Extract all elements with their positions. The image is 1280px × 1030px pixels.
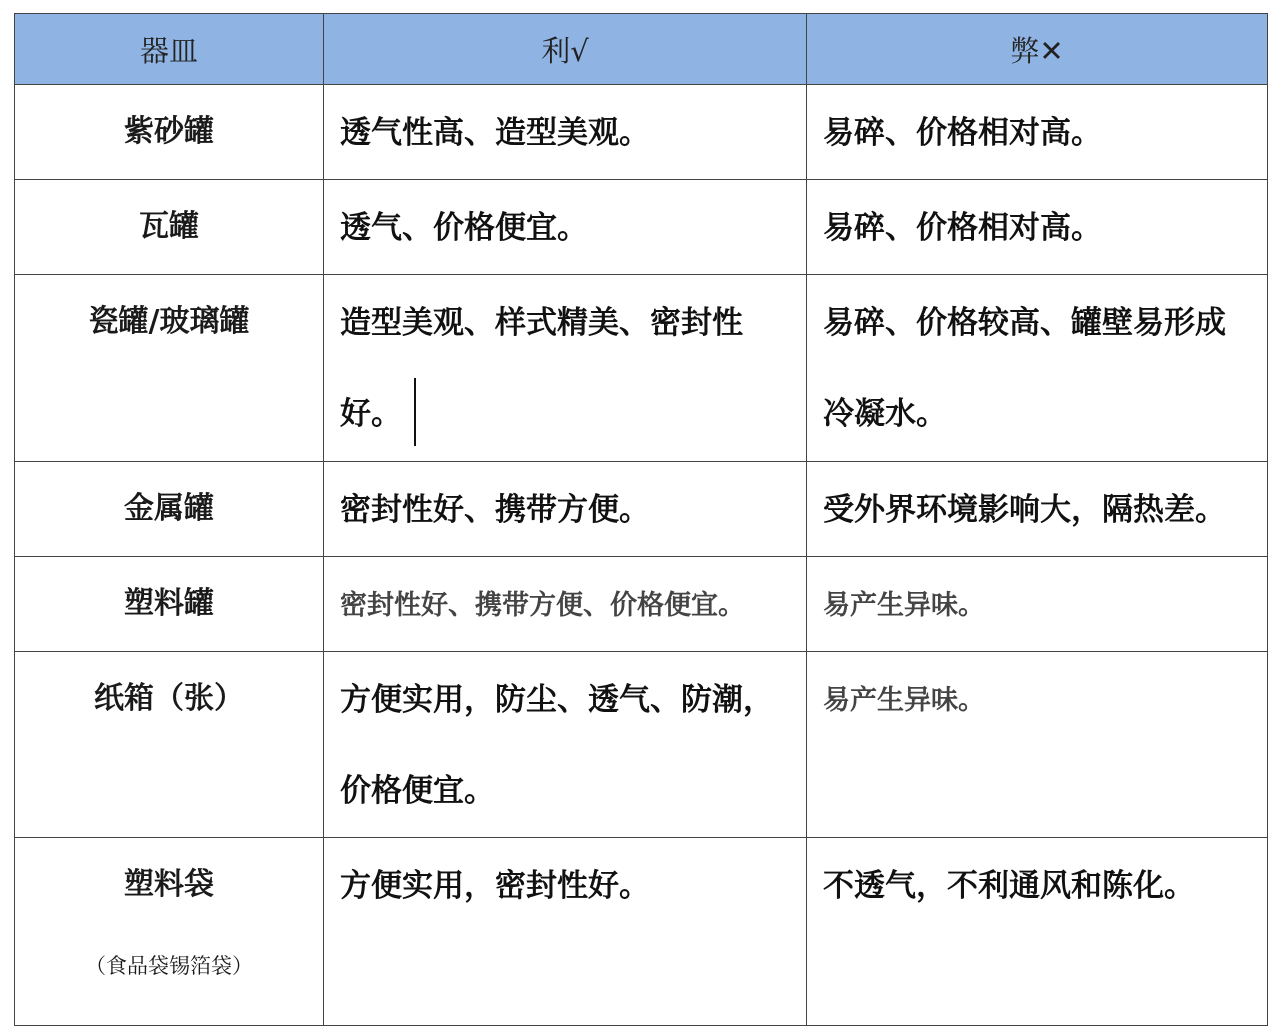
pros-text: 方便实用，密封性好。 bbox=[340, 868, 650, 904]
cons-text: 受外界环境影响大，隔热差。 bbox=[823, 492, 1226, 528]
vessel-cell bbox=[15, 652, 324, 838]
pros-text: 方便实用，防尘、透气、防潮，价格便宜。 bbox=[340, 682, 774, 809]
pros-cell bbox=[324, 838, 807, 1026]
cons-cell bbox=[807, 462, 1268, 557]
table-row bbox=[15, 652, 1268, 838]
table-row bbox=[15, 838, 1268, 1026]
vessel-name: 瓷罐/玻璃罐 bbox=[88, 304, 250, 339]
vessel-note: （食品袋锡箔袋） bbox=[85, 954, 253, 978]
cons-cell bbox=[807, 838, 1268, 1026]
vessel-cell bbox=[15, 180, 324, 275]
vessel-cell bbox=[15, 85, 324, 180]
vessel-name: 纸箱（张） bbox=[94, 681, 244, 716]
pros-cell bbox=[324, 652, 807, 838]
pros-text[interactable] bbox=[324, 248, 806, 460]
header-vessel: 器皿 bbox=[15, 14, 324, 85]
cons-cell bbox=[807, 652, 1268, 838]
pros-text: 透气性高、造型美观。 bbox=[340, 115, 650, 151]
cons-text: 易产生异味。 bbox=[823, 590, 985, 621]
pros-text: 密封性好、携带方便。 bbox=[340, 492, 650, 528]
pros-cell bbox=[324, 275, 807, 462]
vessel-name: 紫砂罐 bbox=[124, 114, 214, 149]
vessel-name: 塑料罐 bbox=[124, 586, 214, 621]
pros-text: 透气、价格便宜。 bbox=[340, 210, 588, 246]
header-pros: 利√ bbox=[324, 14, 807, 85]
pros-text-content: 造型美观、样式精美、密封性好。 bbox=[340, 305, 743, 432]
vessel-cell bbox=[15, 462, 324, 557]
cons-text: 易碎、价格相对高。 bbox=[823, 115, 1102, 151]
header-cons: 弊✕ bbox=[807, 14, 1268, 85]
pros-text: 密封性好、携带方便、价格便宜。 bbox=[340, 590, 745, 621]
vessel-cell bbox=[15, 557, 324, 652]
vessel-name: 金属罐 bbox=[124, 491, 214, 526]
cons-cell bbox=[807, 275, 1268, 462]
vessel-cell bbox=[15, 838, 324, 1026]
vessel-name: 瓦罐 bbox=[139, 209, 199, 244]
table-row bbox=[15, 462, 1268, 557]
cons-text: 易碎、价格相对高。 bbox=[823, 210, 1102, 246]
cons-text: 易碎、价格较高、罐壁易形成冷凝水。 bbox=[823, 305, 1226, 432]
cons-text: 不透气，不利通风和陈化。 bbox=[823, 868, 1195, 904]
vessel-cell bbox=[15, 275, 324, 462]
table-row bbox=[15, 275, 1268, 462]
pros-cell bbox=[324, 557, 807, 652]
text-cursor bbox=[414, 378, 416, 446]
vessel-name: 塑料袋 bbox=[124, 867, 214, 902]
table-row bbox=[15, 85, 1268, 180]
cons-text: 易产生异味。 bbox=[823, 685, 985, 716]
comparison-table bbox=[14, 13, 1268, 1026]
